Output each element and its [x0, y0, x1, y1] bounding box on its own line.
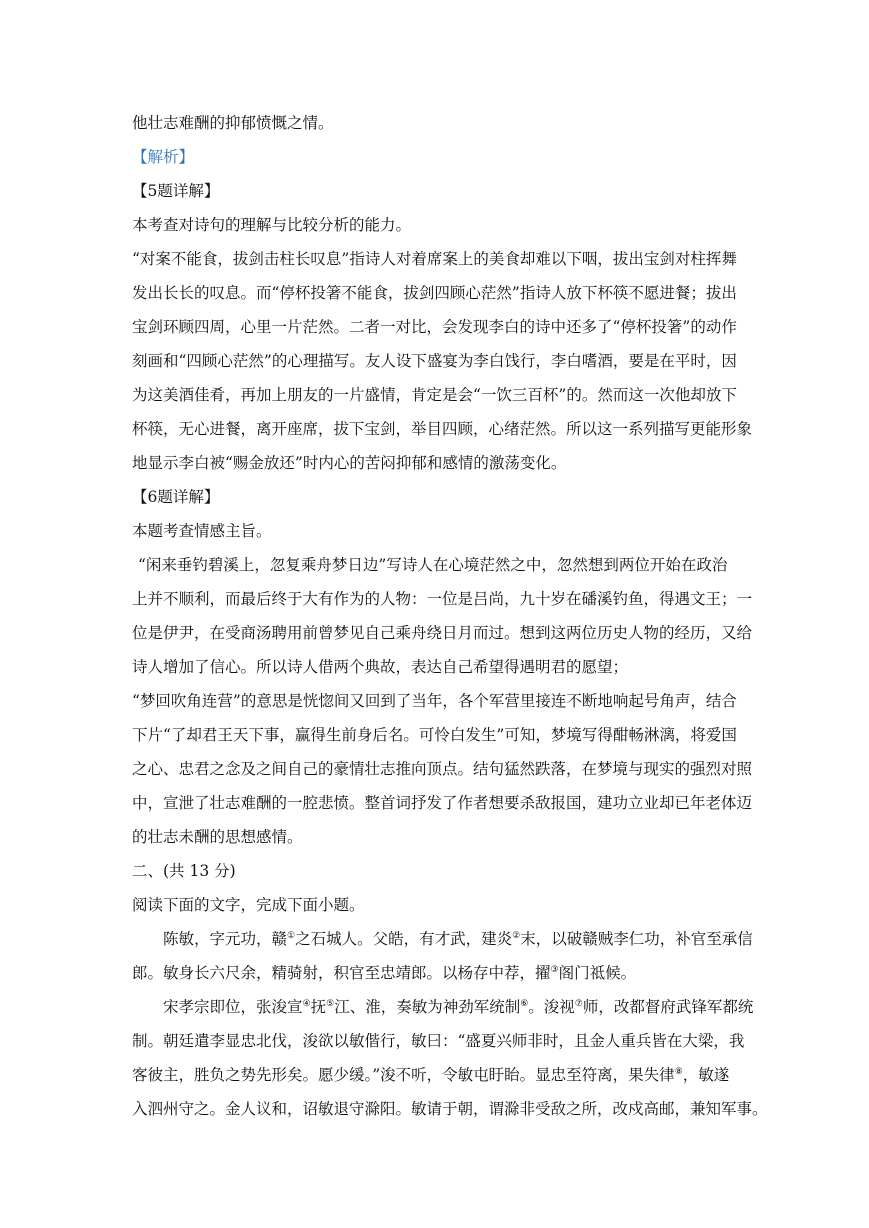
- footnote-marker: ①: [287, 930, 296, 941]
- footnote-marker: ⑦: [574, 998, 583, 1009]
- q5-line: 宝剑环顾四周，心里一片茫然。二者一对比，会发现李白的诗中还多了“停杯投箸”的动作: [132, 318, 737, 336]
- q6-line: 位是伊尹，在受商汤聘用前曾梦见自己乘舟绕日月而过。想到这两位历史人物的经历，又给: [132, 624, 753, 642]
- q5-line: 杯筷，无心进餐，离开座席，拔下宝剑，举目四顾，心绪茫然。所以这一系列描写更能形象: [132, 420, 753, 438]
- passage-line: [132, 992, 754, 1022]
- q6-line: “闲来垂钓碧溪上，忽复乘舟梦日边”写诗人在心境茫然之中，忽然想到两位开始在政治: [138, 556, 728, 574]
- passage-text: 宋孝宗即位，张浚宣: [163, 998, 303, 1016]
- q5-line: “对案不能食，拔剑击柱长叹息”指诗人对着席案上的美食却难以下咽，拔出宝剑对柱挥舞: [132, 250, 737, 268]
- footnote-marker: ④: [302, 998, 311, 1009]
- q6-intro: 本题考查情感主旨。: [132, 522, 272, 540]
- footnote-marker: ⑧: [674, 1066, 683, 1077]
- document-content: [132, 108, 768, 1124]
- q6-line: 之心、忠君之念及之间自己的豪情壮志推向顶点。结句猛然跌落，在梦境与现实的强烈对照: [132, 760, 753, 778]
- footnote-marker: ③: [550, 964, 559, 975]
- passage-line: 入泗州守之。金人议和，诏敏退守滁阳。敏请于朝，谓滁非受敌之所，改戍高邮，兼知军事。: [132, 1100, 768, 1118]
- q6-line: 诗人增加了信心。所以诗人借两个典故，表达自己希望得遇明君的愿望；: [132, 658, 629, 676]
- q6-line: 的壮志未酬的思想感情。: [132, 828, 303, 846]
- footnote-marker: ⑥: [520, 998, 529, 1009]
- passage-text: 江、淮，奏敏为神劲军统制: [334, 998, 521, 1016]
- q6-line: 上并不顺利，而最后终于大有作为的人物：一位是吕尚，九十岁在磻溪钓鱼，得遇文王；一: [132, 590, 753, 608]
- q6-line: 中，宣泄了壮志难酬的一腔悲愤。整首词抒发了作者想要杀敌报国，建功立业却已年老体迈: [132, 794, 753, 812]
- passage-line: [132, 924, 753, 954]
- passage-text: 抚: [310, 998, 327, 1016]
- passage-text: 师，改都督府武锋军都统: [582, 998, 754, 1016]
- classical-passage: [132, 924, 768, 1124]
- passage-line: 制。朝廷遣李显忠北伐，浚欲以敏偕行，敏曰：“盛夏兴师非时，且金人重兵皆在大梁，我: [132, 1032, 745, 1050]
- analysis-label: 【解析】: [132, 148, 195, 166]
- q5-line: 发出长长的叹息。而“停杯投箸不能食，拔剑四顾心茫然”指诗人放下杯筷不愿进餐；拔出: [132, 284, 737, 302]
- q6-heading: 【6题详解】: [132, 488, 220, 506]
- passage-text: ，敏遂: [682, 1066, 730, 1084]
- passage-text: 客彼主，胜负之势先形矣。愿少缓。”浚不听，令敏屯盱眙。显忠至符离，果失律: [132, 1066, 675, 1084]
- section-heading: 二、(共 13 分): [132, 862, 236, 880]
- q6-line: 下片“了却君王天下事，赢得生前身后名。可怜白发生”可知，梦境写得酣畅淋漓，将爱国: [132, 726, 737, 744]
- footnote-marker: ⑤: [326, 998, 335, 1009]
- q5-line: 地显示李白被“赐金放还”时内心的苦闷抑郁和感情的激荡变化。: [132, 454, 567, 472]
- q6-paragraph: [132, 550, 753, 852]
- text-line: 他壮志难酬的抑郁愤慨之情。: [132, 114, 334, 132]
- passage-line: [132, 958, 739, 988]
- q5-heading: 【5题详解】: [132, 182, 220, 200]
- section-instructions: 阅读下面的文字，完成下面小题。: [132, 896, 365, 914]
- passage-text: 阁门祗候。: [558, 964, 637, 982]
- q5-line: 为这美酒佳肴，再加上朋友的一片盛情，肯定是会“一饮三百杯”的。然而这一次他却放下: [132, 386, 737, 404]
- passage-text: 郎。敏身长六尺余，精骑射，积官至忠靖郎。以杨存中荐，擢: [132, 964, 551, 982]
- passage-text: 之石城人。父皓，有才武，建炎: [295, 930, 513, 948]
- footnote-marker: ②: [512, 930, 521, 941]
- passage-text: 。浚视: [528, 998, 575, 1016]
- q5-line: 刻画和“四顾心茫然”的心理描写。友人设下盛宴为李白饯行，李白嗜酒，要是在平时，因: [132, 352, 737, 370]
- passage-line: [132, 1060, 739, 1090]
- q6-line: “梦回吹角连营”的意思是恍惚间又回到了当年，各个军营里接连不断地响起号角声，结合: [132, 692, 737, 710]
- q5-paragraph: [132, 244, 753, 478]
- passage-text: 陈敏，字元功，赣: [163, 930, 288, 948]
- passage-text: 末，以破赣贼李仁功，补官至承信: [520, 930, 753, 948]
- q5-intro: 本考查对诗句的理解与比较分析的能力。: [132, 216, 412, 234]
